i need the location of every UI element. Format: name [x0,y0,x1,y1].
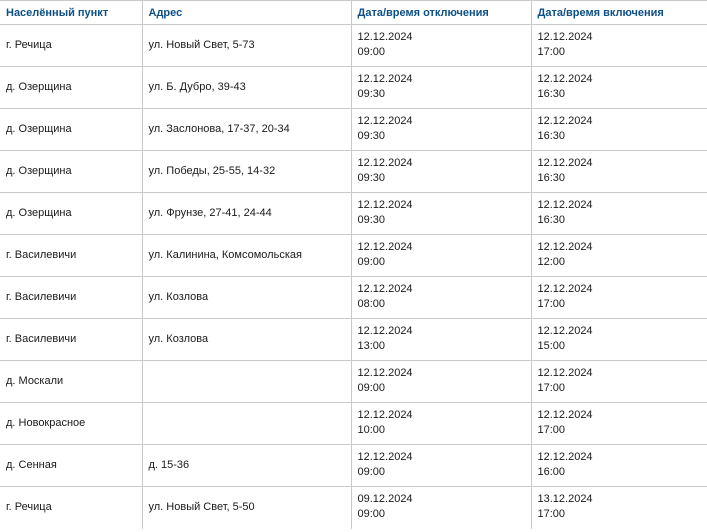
cell-off [351,487,531,529]
cell-on [531,361,707,403]
cell-on [531,487,707,529]
cell-on-date: 12.12.2024 [537,115,593,127]
header-on-datetime: Дата/время включения [531,1,707,25]
header-address: Адрес [142,1,351,25]
cell-off-time: 09:00 [357,256,386,268]
cell-address: ул. Заслонова, 17-37, 20-34 [142,109,351,151]
cell-off-time: 08:00 [357,298,386,310]
cell-off [351,109,531,151]
cell-off-time: 09:00 [357,466,386,478]
cell-on-time: 16:30 [537,130,566,142]
header-row [0,1,707,25]
cell-off-date: 12.12.2024 [357,199,413,211]
cell-off [351,25,531,67]
cell-off-date: 12.12.2024 [357,31,413,43]
cell-address: ул. Б. Дубро, 39-43 [142,67,351,109]
cell-off-time: 09:30 [357,214,386,226]
cell-address: д. 15-36 [142,445,351,487]
header-off-datetime: Дата/время отключения [351,1,531,25]
cell-on-date: 12.12.2024 [537,31,593,43]
cell-off [351,445,531,487]
cell-on [531,403,707,445]
cell-on [531,25,707,67]
cell-off [351,235,531,277]
cell-off [351,151,531,193]
cell-off-date: 12.12.2024 [357,157,413,169]
cell-on-time: 16:30 [537,214,566,226]
cell-locality: д. Озерщина [0,151,142,193]
cell-on-time: 17:00 [537,46,566,58]
cell-off-date: 12.12.2024 [357,451,413,463]
cell-on [531,319,707,361]
cell-on-time: 16:00 [537,466,566,478]
cell-on [531,151,707,193]
cell-off-date: 12.12.2024 [357,367,413,379]
cell-locality: д. Озерщина [0,67,142,109]
cell-off [351,67,531,109]
cell-on [531,445,707,487]
table-row [0,319,707,361]
cell-address: ул. Новый Свет, 5-50 [142,487,351,529]
cell-on-date: 12.12.2024 [537,367,593,379]
cell-off-time: 09:00 [357,46,386,58]
table-header [0,1,707,25]
cell-address: ул. Новый Свет, 5-73 [142,25,351,67]
cell-off [351,319,531,361]
table-row [0,109,707,151]
cell-on [531,277,707,319]
cell-locality: г. Речица [0,487,142,529]
cell-on [531,67,707,109]
cell-on-date: 12.12.2024 [537,199,593,211]
cell-address: ул. Калинина, Комсомольская [142,235,351,277]
cell-address [142,361,351,403]
table-row [0,193,707,235]
cell-on-time: 16:30 [537,172,566,184]
cell-off-time: 09:00 [357,508,386,520]
cell-off-date: 12.12.2024 [357,325,413,337]
cell-on-time: 17:00 [537,382,566,394]
cell-on-date: 12.12.2024 [537,451,593,463]
cell-on [531,193,707,235]
cell-locality: д. Озерщина [0,193,142,235]
cell-address: ул. Фрунзе, 27-41, 24-44 [142,193,351,235]
cell-on [531,235,707,277]
table-row [0,25,707,67]
cell-off-time: 09:30 [357,172,386,184]
table-row [0,235,707,277]
cell-on-time: 17:00 [537,508,566,520]
cell-on-date: 12.12.2024 [537,409,593,421]
cell-address: ул. Победы, 25-55, 14-32 [142,151,351,193]
cell-address: ул. Козлова [142,319,351,361]
cell-on-time: 17:00 [537,298,566,310]
cell-on-date: 12.12.2024 [537,73,593,85]
cell-off-time: 09:00 [357,382,386,394]
cell-off-date: 12.12.2024 [357,283,413,295]
cell-off [351,277,531,319]
table-row [0,151,707,193]
cell-locality: г. Василевичи [0,235,142,277]
cell-locality: г. Василевичи [0,319,142,361]
cell-locality: д. Новокрасное [0,403,142,445]
cell-locality: г. Василевичи [0,277,142,319]
cell-locality: д. Москали [0,361,142,403]
cell-on-time: 15:00 [537,340,566,352]
cell-on-time: 12:00 [537,256,566,268]
cell-on-date: 13.12.2024 [537,493,593,505]
cell-off-date: 12.12.2024 [357,73,413,85]
cell-on [531,109,707,151]
cell-address [142,403,351,445]
cell-on-time: 17:00 [537,424,566,436]
cell-locality: д. Озерщина [0,109,142,151]
cell-off-time: 09:30 [357,130,386,142]
cell-off-time: 10:00 [357,424,386,436]
table-body [0,25,707,529]
cell-locality: д. Сенная [0,445,142,487]
cell-off-date: 09.12.2024 [357,493,413,505]
table-row [0,361,707,403]
cell-off [351,361,531,403]
cell-on-date: 12.12.2024 [537,283,593,295]
cell-on-date: 12.12.2024 [537,157,593,169]
cell-off [351,193,531,235]
header-locality: Населённый пункт [0,1,142,25]
cell-off-time: 13:00 [357,340,386,352]
cell-off [351,403,531,445]
cell-off-date: 12.12.2024 [357,115,413,127]
cell-locality: г. Речица [0,25,142,67]
cell-off-time: 09:30 [357,88,386,100]
cell-off-date: 12.12.2024 [357,241,413,253]
cell-address: ул. Козлова [142,277,351,319]
table-row [0,487,707,529]
cell-on-date: 12.12.2024 [537,325,593,337]
table-row [0,277,707,319]
cell-on-date: 12.12.2024 [537,241,593,253]
table-row [0,445,707,487]
table-row [0,403,707,445]
cell-on-time: 16:30 [537,88,566,100]
cell-off-date: 12.12.2024 [357,409,413,421]
table-row [0,67,707,109]
